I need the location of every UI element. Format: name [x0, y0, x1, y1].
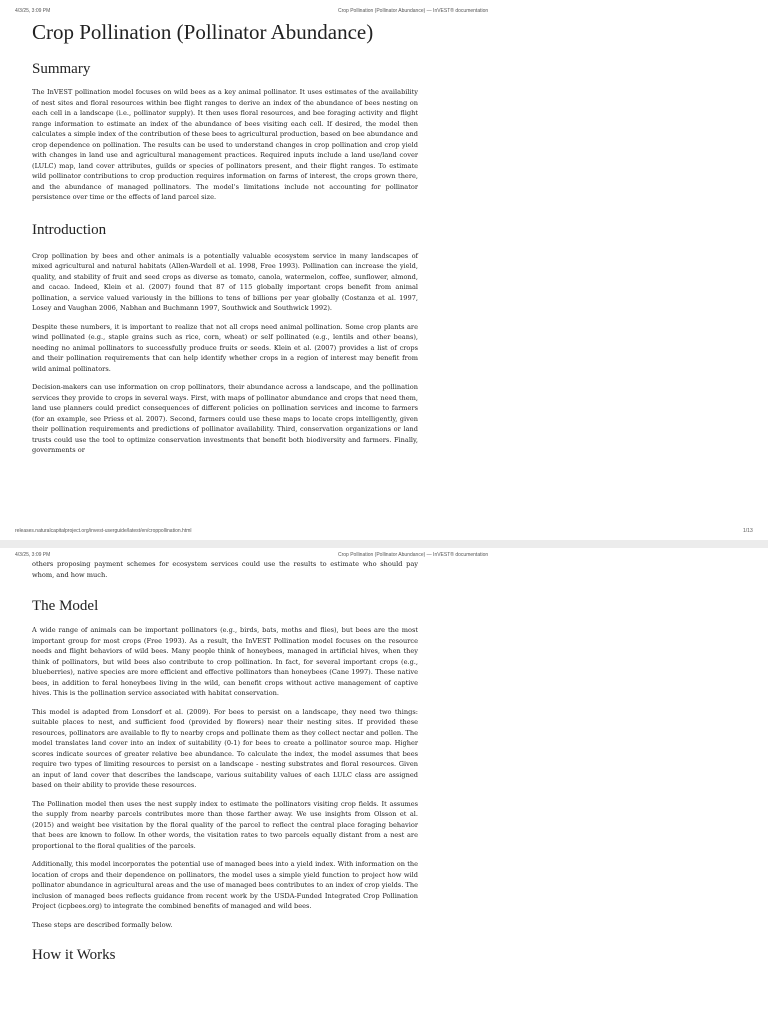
page-footer-url[interactable]: releases.naturalcapitalproject.org/invest-userguide/latest/en/croppollination.html — [15, 528, 192, 534]
page-header-datetime: 4/3/25, 3:09 PM — [15, 8, 51, 14]
continued-paragraph: others proposing payment schemes for ecosystem services could use the results to estimate who should pay whom, and how much. — [32, 560, 418, 579]
page-1-content — [32, 20, 418, 456]
model-paragraph-3: The Pollination model then uses the nest supply index to estimate the pollinators visiting crop fields. It assumes the supply from nearby parcels contributes more than those farther away. We use insights from Olsson et al. (2015) and weight bee visitation by the floral quality of the parcel to reflect the central place foraging behavior that bees are known to follow. In other words, the visitation rates to two parcels equally distant from a nest are proportional to the floral qualities of the parcels. — [32, 799, 418, 850]
introduction-paragraph-2: Despite these numbers, it is important to realize that not all crops need animal pollination. Some crop plants are wind pollinated (e.g., staple grains such as rice, corn, wheat) or self pollinated (e.g., lentils and other beans), needing no animal pollinators to successfully produce fruits or seeds. Klein et al. (2007) provides a list of crops and their pollination requirements that can help identify whether crops in a region of interest may benefit from wild animal pollinators. — [32, 322, 418, 373]
model-paragraph-5: These steps are described formally below. — [32, 920, 173, 929]
introduction-paragraph-1: Crop pollination by bees and other animals is a potentially valuable ecosystem service in many landscapes of mixed agricultural and natural habitats (Allen-Wardell et al. 1998, Free 1993). Pollination can increase the yield, quality, and stability of fruit and seed crops as diverse as tomato, canola, watermelon, coffee, sunflower, almond, and cacao. Indeed, Klein et al. (2007) found that 87 of 115 globally important crops benefit from animal pollination, a service valued variously in the billions to tens of billions per year globally (Costanza et al. 1997, Losey and Vaughan 2006, Nabhan and Buchmann 1997, Southwick and Southwick 1992). — [32, 251, 418, 312]
page-2-content — [32, 559, 418, 964]
how-it-works-heading: How it Works — [32, 947, 116, 963]
model-paragraph-1: A wide range of animals can be important pollinators (e.g., birds, bats, moths and flies), but bees are the most important group for most crops (Free 1993). As a result, the InVEST Pollination model focuses on the resource needs and flight behaviors of wild bees. Many people think of honeybees, managed in artificial hives, when they think of pollinators, but wild bees also contribute to crop pollination. In fact, for several important crops (e.g., blueberries), native species are more efficient and effective pollinators than honeybees (Cane 1997). These native bees, in addition to feral honeybees living in the wild, can benefit crops without active management of captive hives. This is the pollination service associated with habitat conservation. — [32, 626, 418, 697]
page-header-datetime: 4/3/25, 3:09 PM — [15, 552, 51, 558]
page-separator — [0, 540, 768, 548]
introduction-heading: Introduction — [32, 221, 107, 238]
page-title: Crop Pollination (Pollinator Abundance) — [32, 20, 374, 44]
summary-paragraph: The InVEST pollination model focuses on wild bees as a key animal pollinator. It uses estimates of the availability of nest sites and floral resources within bee flight ranges to derive an index of the abundance of bees nesting on each cell in a landscape (i.e., pollinator supply). It then uses floral resources, and bee foraging activity and flight range information to estimate an index of the abundance of bees visiting each cell. If desired, the model then calculates a simple index of the contribution of these bees to agricultural production, based on bee abundance and crop dependence on pollination. The results can be used to understand changes in crop pollination and crop yield with changes in land use and agricultural management practices. Required inputs include a land use/land cover (LULC) map, land cover attributes, guilds or species of pollinators present, and their flight ranges. To estimate wild pollinator contributions to crop production requires information on farms of interest, the crops grown there, and the abundance of managed pollinators. The model's limitations include not accounting for pollinator persistence over time or the effects of land parcel size. — [32, 88, 418, 201]
model-paragraph-4: Additionally, this model incorporates the potential use of managed bees into a yield index. With information on the location of crops and their dependence on pollinators, the model uses a simple yield function to project how wild pollinator abundance in agricultural areas and the use of managed bees contributes to an index of crop yields. The inclusion of managed bees reflects guidance from recent work by the USDA-Funded Integrated Crop Pollination Project (icpbees.org) to integrate the combined benefits of managed and wild bees. — [32, 860, 418, 910]
page-footer-number: 1/13 — [743, 528, 753, 534]
model-paragraph-2: This model is adapted from Lonsdorf et al. (2009). For bees to persist on a landscape, they need two things: suitable places to nest, and sufficient food (provided by flowers) near their nesting sites. If provided these resources, pollinators are available to fly to nearby crops and pollinate them as they collect nectar and pollen. The model translates land cover into an index of suitability (0-1) for bees to create a pollinator source map. Higher scores indicate sources of greater relative bee abundance. To calculate the index, the model assumes that bees require two types of limiting resources to persist on a landscape - nesting substrates and floral resources. Given an input of land cover that describes the landscape, various suitability values of each LULC class are assigned based on their ability to provide these resources. — [32, 707, 418, 789]
pdf-page-2 — [0, 548, 768, 1024]
page-header-title: Crop Pollination (Pollinator Abundance) — InVEST® documentation — [338, 8, 489, 14]
summary-heading: Summary — [32, 61, 91, 77]
page-header-title: Crop Pollination (Pollinator Abundance) — InVEST® documentation — [338, 552, 489, 558]
the-model-heading: The Model — [32, 598, 99, 614]
introduction-paragraph-3: Decision-makers can use information on crop pollinators, their abundance across a landscape, and the pollination services they provide to crops in several ways. First, with maps of pollinator abundance and crops that need them, land use planners could predict consequences of different policies on pollination services and income to farmers (for an example, see Priess et al. 2007). Second, farmers could use these maps to locate crops intelligently, given their pollination requirements and predictions of pollinator availability. Third, conservation organizations or land trusts could use the tool to optimize conservation investments that benefit both biodiversity and farmers. Finally, governments or — [32, 383, 418, 454]
